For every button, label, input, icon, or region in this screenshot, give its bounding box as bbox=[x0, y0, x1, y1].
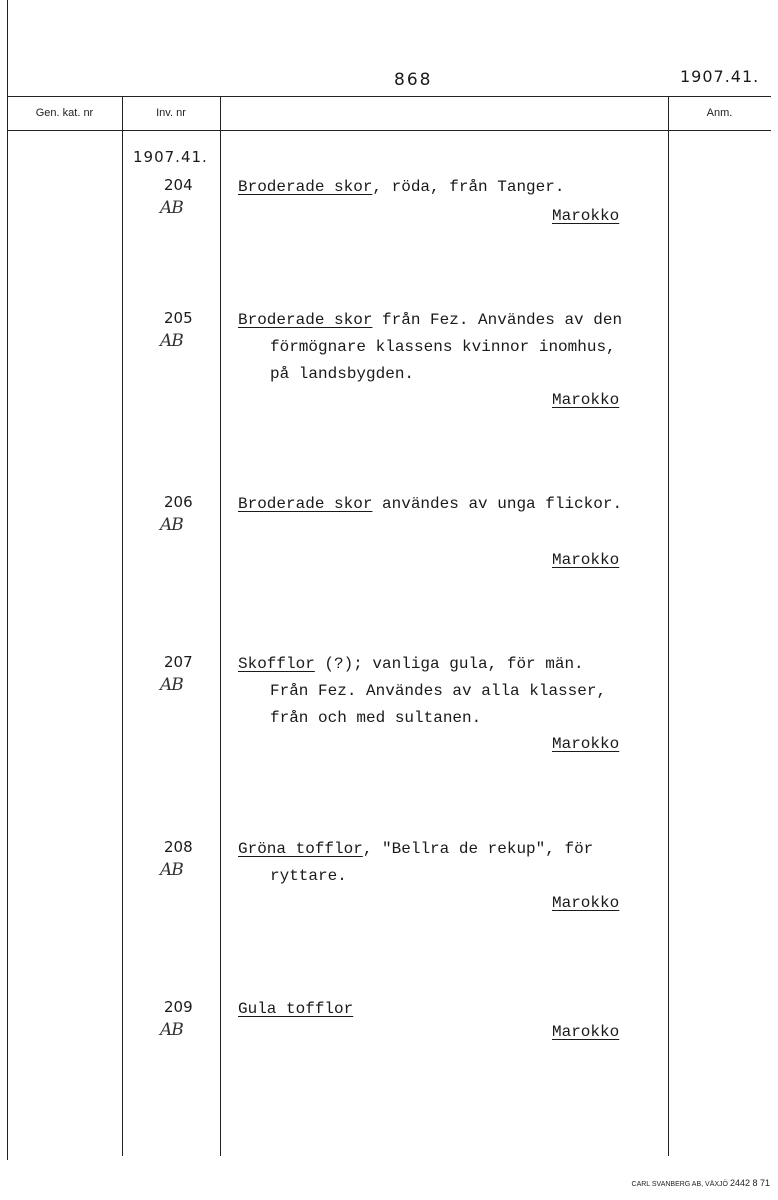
description-line bbox=[238, 655, 584, 673]
description-line bbox=[238, 311, 622, 329]
description-column-divider bbox=[220, 96, 221, 1156]
description-text: på landsbygden. bbox=[270, 365, 415, 383]
inv-number: 207 bbox=[164, 653, 193, 671]
handwritten-initials: AB bbox=[160, 860, 183, 880]
region-label: Marokko bbox=[552, 1023, 620, 1041]
object-term: Broderade skor bbox=[238, 495, 373, 513]
description-text: Från Fez. Användes av alla klasser, bbox=[270, 682, 607, 700]
inv-number: 204 bbox=[164, 176, 193, 194]
anm-column-divider bbox=[668, 96, 669, 1156]
description-line bbox=[270, 682, 606, 700]
header-bottom-line bbox=[7, 130, 771, 131]
inv-number: 206 bbox=[164, 493, 193, 511]
region-label: Marokko bbox=[552, 894, 620, 912]
description-line bbox=[270, 867, 347, 885]
region-label: Marokko bbox=[552, 391, 620, 409]
column-header-anm: Anm. bbox=[706, 107, 733, 119]
description-line bbox=[238, 495, 622, 513]
description-text: ryttare. bbox=[270, 867, 347, 885]
printer-imprint bbox=[632, 1178, 770, 1188]
object-term: Skofflor bbox=[238, 655, 315, 673]
inv-number: 208 bbox=[164, 838, 193, 856]
page-number: 868 bbox=[394, 70, 433, 90]
handwritten-initials: AB bbox=[160, 198, 183, 218]
printer-name: CARL SVANBERG AB, VÄXJÖ bbox=[631, 1181, 728, 1188]
column-header-inv-nr: Inv. nr bbox=[156, 107, 186, 119]
form-code: 2442 8 71 bbox=[729, 1178, 770, 1188]
description-line bbox=[238, 1000, 353, 1018]
handwritten-initials: AB bbox=[160, 1020, 183, 1040]
header-top-line bbox=[7, 96, 771, 97]
description-text: , röda, från Tanger. bbox=[372, 178, 565, 196]
object-term: Broderade skor bbox=[238, 311, 373, 329]
description-line bbox=[238, 178, 564, 196]
description-line bbox=[270, 365, 414, 383]
inv-number: 205 bbox=[164, 309, 193, 327]
inv-column-divider bbox=[122, 96, 123, 1156]
description-line bbox=[270, 338, 616, 356]
region-label: Marokko bbox=[552, 551, 620, 569]
description-line bbox=[270, 709, 481, 727]
left-margin-line bbox=[7, 0, 8, 1160]
description-text: från och med sultanen. bbox=[270, 709, 482, 727]
object-term: Gula tofflor bbox=[238, 1000, 354, 1018]
handwritten-initials: AB bbox=[160, 515, 183, 535]
column-header-gen-kat-nr: Gen. kat. nr bbox=[35, 107, 94, 119]
region-label: Marokko bbox=[552, 735, 620, 753]
handwritten-initials: AB bbox=[160, 675, 183, 695]
description-text: förmögnare klassens kvinnor inomhus, bbox=[270, 338, 616, 356]
description-line bbox=[238, 840, 593, 858]
page-year-ref: 1907.41. bbox=[680, 67, 760, 86]
description-text: , "Bellra de rekup", för bbox=[362, 840, 594, 858]
description-text: (?); vanliga gula, för män. bbox=[314, 655, 584, 673]
object-term: Gröna tofflor bbox=[238, 840, 363, 858]
description-text: från Fez. Användes av den bbox=[372, 311, 623, 329]
object-term: Broderade skor bbox=[238, 178, 373, 196]
inv-number: 209 bbox=[164, 998, 193, 1016]
collection-ref: 1907.41. bbox=[133, 148, 208, 166]
description-text: användes av unga flickor. bbox=[372, 495, 623, 513]
region-label: Marokko bbox=[552, 207, 620, 225]
handwritten-initials: AB bbox=[160, 331, 183, 351]
